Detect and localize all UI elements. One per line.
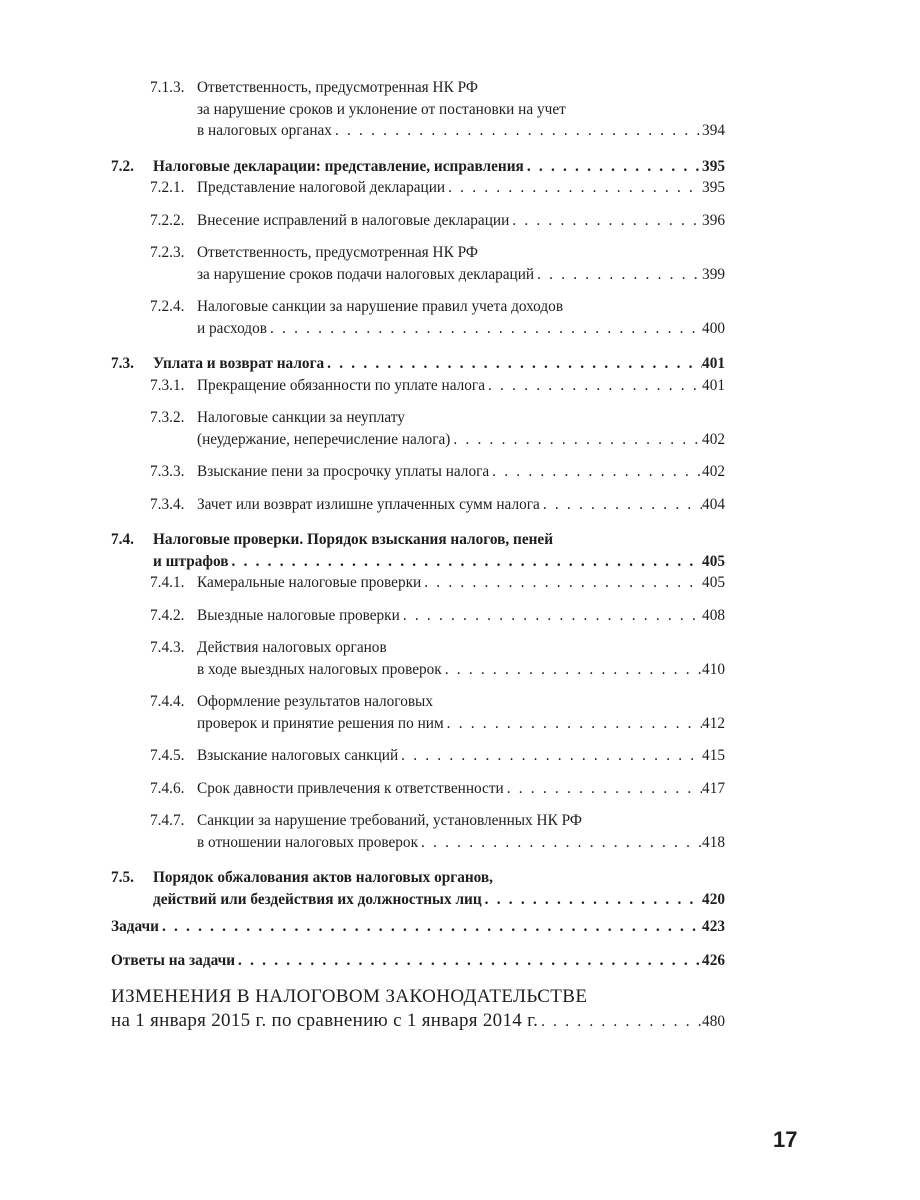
toc-entry-number: 7.2.1. — [150, 179, 185, 196]
toc-entry-page: 404 — [702, 495, 725, 513]
toc-entry-page: 405 — [702, 552, 725, 570]
toc-entry-title-line: Зачет или возврат излишне уплаченных сумм налога — [197, 495, 540, 513]
toc-entry-title-line: за нарушение сроков подачи налоговых деклараций — [197, 265, 535, 283]
toc-entry[interactable] — [111, 916, 725, 938]
toc-entry[interactable] — [111, 177, 725, 199]
dot-leader — [504, 778, 702, 800]
toc-entry-page: 401 — [702, 355, 725, 372]
toc-entry[interactable] — [111, 985, 725, 1033]
toc-entry-number: 7.4.5. — [150, 747, 185, 764]
toc-entry[interactable] — [111, 353, 725, 375]
toc-entry-number: 7.2.2. — [150, 211, 185, 229]
toc-entry-title-line: Взыскание налоговых санкций — [197, 747, 399, 764]
toc-entry-title-line: действий или бездействия их должностных лиц — [153, 890, 482, 908]
toc-entry-title-line: в налоговых органах — [197, 122, 332, 139]
toc-entry-page: 399 — [702, 265, 725, 283]
toc-entry-page: 395 — [702, 157, 725, 175]
dot-leader — [524, 156, 702, 178]
toc-entry-title-line: Срок давности привлечения к ответственности — [197, 779, 504, 797]
toc-entry-title-line: Ответы на задачи — [111, 951, 236, 969]
toc-entry-page: 405 — [702, 574, 725, 591]
toc-entry-title-line: в ходе выездных налоговых проверок — [197, 660, 442, 678]
toc-entry[interactable] — [111, 745, 725, 767]
dot-leader — [421, 572, 702, 594]
toc-entry-number: 7.2. — [111, 157, 134, 175]
toc-entry[interactable] — [111, 778, 725, 800]
toc-entry-title-line: Налоговые санкции за неуплату — [197, 409, 405, 426]
toc-entry-number: 7.1.3. — [150, 79, 185, 96]
toc-entry-number: 7.2.3. — [150, 244, 185, 261]
toc-entry-title-line: Налоговые санкции за нарушение правил учета доходов — [197, 298, 564, 315]
dot-leader — [159, 916, 702, 938]
toc-entry-title-line: (неудержание, неперечисление налога) — [197, 430, 451, 448]
toc-entry-number: 7.4.3. — [150, 639, 185, 656]
toc-entry-number: 7.4. — [111, 531, 134, 548]
dot-leader — [450, 429, 702, 451]
toc-entry-number: 7.4.6. — [150, 779, 185, 797]
toc-entry[interactable] — [111, 867, 725, 910]
toc-entry-title-line: Представление налоговой декларации — [197, 179, 446, 196]
toc-entry[interactable] — [111, 375, 725, 397]
toc-entry-title-line: Оформление результатов налоговых — [197, 693, 433, 710]
toc-entry-page: 412 — [702, 714, 725, 732]
dot-leader — [509, 210, 702, 232]
toc-entry[interactable] — [111, 296, 725, 339]
dot-leader — [398, 745, 702, 767]
toc-entry-title-line: ИЗМЕНЕНИЯ В НАЛОГОВОМ ЗАКОНОДАТЕЛЬСТВЕ — [111, 986, 588, 1007]
dot-leader — [324, 353, 702, 375]
dot-leader — [267, 318, 702, 340]
dot-leader — [332, 120, 702, 142]
toc-entry-page: 401 — [702, 376, 725, 394]
toc-entry-title-line: на 1 января 2015 г. по сравнению с 1 января 2014 г. — [111, 1010, 539, 1031]
toc-entry[interactable] — [111, 407, 725, 450]
toc-entry-page: 410 — [702, 660, 725, 678]
toc-entry[interactable] — [111, 950, 725, 972]
toc-entry-title-line: Задачи — [111, 918, 159, 935]
toc-entry-title-line: Внесение исправлений в налоговые декларации — [197, 211, 510, 229]
toc-entry[interactable] — [111, 494, 725, 516]
table-of-contents — [111, 77, 725, 1033]
toc-entry[interactable] — [111, 605, 725, 627]
dot-leader — [400, 605, 702, 627]
toc-entry-number: 7.3.3. — [150, 463, 185, 480]
dot-leader — [534, 264, 702, 286]
toc-entry-title-line: Уплата и возврат налога — [153, 355, 325, 372]
toc-entry-number: 7.5. — [111, 869, 134, 886]
dot-leader — [444, 713, 702, 735]
toc-entry-title-line: и расходов — [197, 319, 267, 337]
toc-entry[interactable] — [111, 810, 725, 853]
toc-entry[interactable] — [111, 156, 725, 178]
toc-entry-number: 7.4.2. — [150, 606, 185, 624]
toc-entry-page: 400 — [702, 319, 725, 337]
toc-entry-title-line: Ответственность, предусмотренная НК РФ — [197, 79, 478, 96]
toc-entry-page: 418 — [702, 833, 725, 851]
toc-entry-title-line: Взыскание пени за просрочку уплаты налога — [197, 463, 490, 480]
toc-entry-title-line: Санкции за нарушение требований, установленных НК РФ — [197, 812, 582, 829]
dot-leader — [540, 494, 702, 516]
toc-entry-number: 7.4.7. — [150, 812, 185, 829]
toc-entry-page: 402 — [702, 463, 725, 480]
dot-leader — [445, 177, 702, 199]
toc-entry[interactable] — [111, 691, 725, 734]
toc-entry-page: 417 — [702, 779, 725, 797]
toc-entry-number: 7.3.4. — [150, 495, 185, 513]
toc-entry-page: 420 — [702, 890, 725, 908]
toc-entry-title-line: Прекращение обязанности по уплате налога — [197, 376, 485, 394]
toc-entry-title-line: проверок и принятие решения по ним — [197, 714, 444, 732]
toc-entry-title-line: Камеральные налоговые проверки — [197, 574, 422, 591]
dot-leader — [229, 551, 703, 573]
toc-entry-page: 423 — [702, 918, 725, 935]
dot-leader — [538, 1011, 702, 1033]
toc-entry-page: 408 — [702, 606, 725, 624]
toc-entry-title-line: Налоговые проверки. Порядок взыскания налогов, пеней — [153, 531, 554, 548]
dot-leader — [485, 375, 702, 397]
dot-leader — [482, 889, 702, 911]
toc-entry[interactable] — [111, 461, 725, 483]
toc-entry-number: 7.3. — [111, 355, 134, 372]
toc-entry-page: 394 — [702, 122, 725, 139]
dot-leader — [442, 659, 702, 681]
toc-entry-title-line: Порядок обжалования актов налоговых органов, — [153, 869, 494, 886]
toc-entry-title-line: за нарушение сроков и уклонение от постановки на учет — [197, 100, 566, 118]
toc-entry-title-line: Налоговые декларации: представление, исправления — [153, 157, 524, 175]
dot-leader — [489, 461, 702, 483]
page-number: 17 — [773, 1127, 798, 1152]
toc-entry-title-line: Ответственность, предусмотренная НК РФ — [197, 244, 478, 261]
toc-entry-title-line: в отношении налоговых проверок — [197, 833, 419, 851]
toc-entry-page: 395 — [702, 179, 725, 196]
toc-entry-page: 480 — [702, 1013, 725, 1030]
toc-entry-number: 7.4.4. — [150, 693, 185, 710]
toc-entry[interactable] — [111, 637, 725, 680]
toc-entry[interactable] — [111, 77, 725, 142]
toc-entry-page: 426 — [702, 951, 725, 969]
toc-entry-title-line: Действия налоговых органов — [197, 639, 387, 656]
toc-entry[interactable] — [111, 529, 725, 572]
toc-entry[interactable] — [111, 572, 725, 594]
toc-entry-page: 396 — [702, 211, 725, 229]
toc-entry-title-line: и штрафов — [153, 552, 229, 570]
dot-leader — [418, 832, 702, 854]
toc-entry-number: 7.4.1. — [150, 574, 185, 591]
toc-entry-number: 7.2.4. — [150, 298, 185, 315]
toc-entry[interactable] — [111, 242, 725, 285]
toc-entry[interactable] — [111, 210, 725, 232]
toc-entry-title-line: Выездные налоговые проверки — [197, 606, 400, 624]
toc-entry-number: 7.3.2. — [150, 409, 185, 426]
toc-entry-number: 7.3.1. — [150, 376, 185, 394]
toc-entry-page: 415 — [702, 747, 725, 764]
toc-entry-page: 402 — [702, 430, 725, 448]
dot-leader — [235, 950, 702, 972]
